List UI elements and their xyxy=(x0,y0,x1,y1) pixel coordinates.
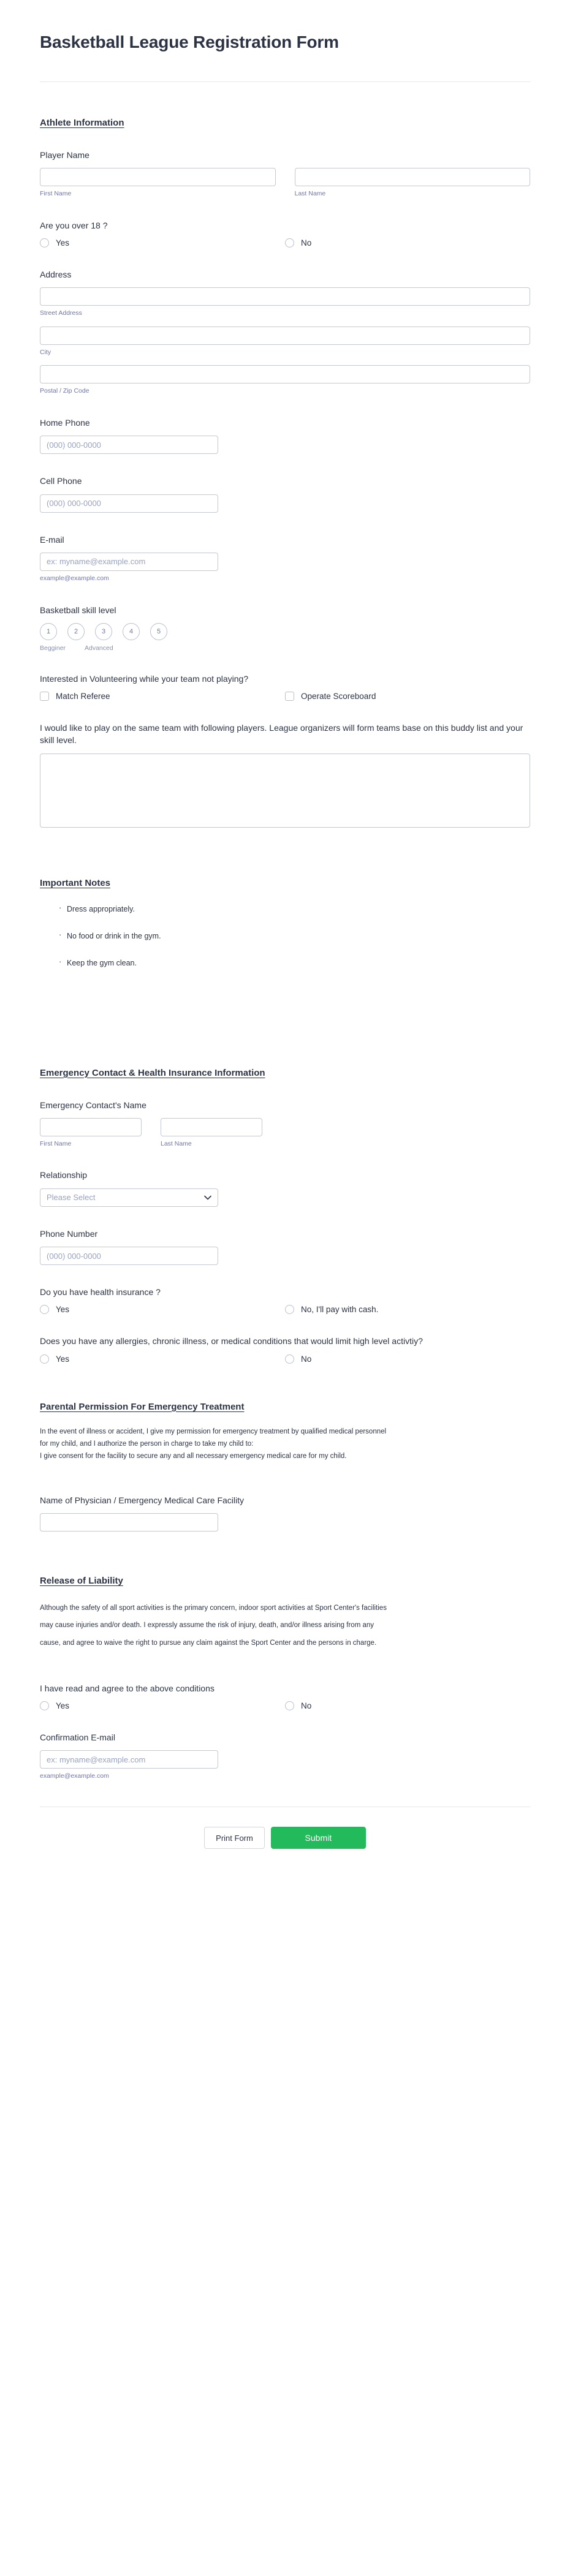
parental-text-line-1: In the event of illness or accident, I give my permission for emergency treatment by qualified medical personnel xyxy=(40,1427,387,1435)
confirmation-email-sublabel: example@example.com xyxy=(40,1772,109,1780)
radio-icon[interactable] xyxy=(285,1354,294,1364)
cell-phone-label: Cell Phone xyxy=(40,476,82,486)
section-heading-parental: Parental Permission For Emergency Treatment xyxy=(40,1401,245,1412)
emergency-contact-name-row xyxy=(40,1118,530,1149)
field-confirmation-email xyxy=(40,1710,530,1781)
section-release-of-liability xyxy=(40,1532,530,1652)
email-label: E-mail xyxy=(40,534,64,545)
field-emergency-contact-name xyxy=(40,1078,530,1149)
email-input[interactable] xyxy=(40,553,218,571)
allergies-option-yes[interactable] xyxy=(40,1354,285,1364)
home-phone-input[interactable] xyxy=(40,436,218,454)
section-heading-emergency: Emergency Contact & Health Insurance Information xyxy=(40,1067,265,1078)
submit-button[interactable]: Submit xyxy=(271,1827,366,1849)
list-item: · No food or drink in the gym. xyxy=(40,931,530,941)
section-parental-permission xyxy=(40,1364,530,1462)
parental-permission-text xyxy=(40,1426,530,1462)
skill-level-scale xyxy=(40,623,530,640)
field-over-18 xyxy=(40,198,530,247)
confirmation-email-input[interactable] xyxy=(40,1750,218,1769)
release-text-line-2: may cause injuries and/or death. I expressly assume the risk of injury, death, and/or illness arising from any xyxy=(40,1622,374,1630)
volunteering-label: Interested in Volunteering while your team not playing? xyxy=(40,673,249,684)
field-physician xyxy=(40,1462,530,1532)
checkbox-icon[interactable] xyxy=(40,692,49,701)
player-first-name-input[interactable] xyxy=(40,168,276,186)
player-name-label: Player Name xyxy=(40,149,89,160)
over-18-option-no-label: No xyxy=(301,238,312,247)
volunteering-option-referee-label: Match Referee xyxy=(56,692,110,701)
confirmation-email-label: Confirmation E-mail xyxy=(40,1732,115,1743)
section-athlete-information xyxy=(40,82,530,128)
list-item: · Dress appropriately. xyxy=(40,904,530,914)
field-skill-level xyxy=(40,583,530,652)
player-last-name-input[interactable] xyxy=(295,168,531,186)
footer-spacer xyxy=(40,1849,530,1860)
allergies-label: Does you have any allergies, chronic illness, or medical conditions that would limit high level activtiy? xyxy=(40,1336,423,1347)
skill-level-option-3[interactable]: 3 xyxy=(95,623,112,640)
health-insurance-options xyxy=(40,1305,530,1314)
skill-level-low-label: Begginer xyxy=(40,644,66,652)
emergency-last-name-input[interactable] xyxy=(161,1118,262,1136)
checkbox-icon[interactable] xyxy=(285,692,294,701)
over-18-options xyxy=(40,238,530,247)
radio-icon[interactable] xyxy=(40,1305,49,1314)
skill-level-label: Basketball skill level xyxy=(40,605,116,615)
agree-conditions-label: I have read and agree to the above conditions xyxy=(40,1683,215,1693)
field-health-insurance xyxy=(40,1265,530,1314)
over-18-option-yes[interactable] xyxy=(40,238,285,247)
health-insurance-option-yes[interactable] xyxy=(40,1305,285,1314)
field-emergency-phone xyxy=(40,1207,530,1265)
address-city-sublabel: City xyxy=(40,348,51,356)
volunteering-option-scoreboard-label: Operate Scoreboard xyxy=(301,692,376,701)
page-title: Basketball League Registration Form xyxy=(40,32,339,51)
radio-icon[interactable] xyxy=(40,1354,49,1364)
skill-level-option-1[interactable]: 1 xyxy=(40,623,57,640)
over-18-option-no[interactable] xyxy=(285,238,530,247)
allergies-option-no[interactable] xyxy=(285,1354,530,1364)
print-form-button[interactable]: Print Form xyxy=(204,1827,265,1849)
emergency-contact-name-label: Emergency Contact's Name xyxy=(40,1100,146,1110)
address-city-input[interactable] xyxy=(40,327,530,345)
health-insurance-option-no-label: No, I'll pay with cash. xyxy=(301,1305,379,1315)
emergency-last-name-group xyxy=(161,1118,262,1149)
player-name-row xyxy=(40,168,530,198)
cell-phone-input[interactable] xyxy=(40,494,218,513)
agree-conditions-option-no-label: No xyxy=(301,1701,312,1711)
form-header xyxy=(0,0,570,82)
field-relationship xyxy=(40,1148,530,1206)
address-street-input[interactable] xyxy=(40,287,530,306)
allergies-options xyxy=(40,1354,530,1364)
radio-icon[interactable] xyxy=(285,1305,294,1314)
home-phone-label: Home Phone xyxy=(40,418,90,428)
player-first-name-sublabel: First Name xyxy=(40,189,72,197)
skill-level-option-2[interactable]: 2 xyxy=(67,623,85,640)
section-emergency-contact xyxy=(40,986,530,1078)
physician-label: Name of Physician / Emergency Medical Care Facility xyxy=(40,1495,245,1506)
volunteering-option-referee[interactable] xyxy=(40,692,285,701)
field-player-name xyxy=(40,128,530,198)
emergency-first-name-sublabel: First Name xyxy=(40,1139,72,1147)
field-address xyxy=(40,247,530,396)
release-text-line-3: cause, and agree to waive the right to pursue any claim against the Sport Center and the persons in charge. xyxy=(40,1639,377,1647)
skill-level-high-label: Advanced xyxy=(85,644,113,652)
emergency-phone-input[interactable] xyxy=(40,1247,218,1265)
parental-text-line-2: for my child, and I authorize the person in charge to take my child to: xyxy=(40,1440,254,1448)
section-important-notes xyxy=(40,828,530,969)
radio-icon[interactable] xyxy=(285,1701,294,1710)
player-first-name-group xyxy=(40,168,276,198)
emergency-phone-label: Phone Number xyxy=(40,1228,98,1239)
relationship-label: Relationship xyxy=(40,1170,88,1180)
agree-conditions-option-no[interactable] xyxy=(285,1701,530,1710)
radio-icon[interactable] xyxy=(40,1701,49,1710)
address-zip-input[interactable] xyxy=(40,365,530,383)
release-of-liability-text xyxy=(40,1600,530,1652)
radio-icon[interactable] xyxy=(285,238,294,247)
over-18-option-yes-label: Yes xyxy=(56,238,70,247)
buddy-list-label: I would like to play on the same team with following players. League organizers will form teams base on this buddy list and your skill level. xyxy=(40,723,523,746)
allergies-option-no-label: No xyxy=(301,1354,312,1364)
section-heading-notes: Important Notes xyxy=(40,877,111,888)
footer-actions xyxy=(40,1807,530,1849)
relationship-select-wrap[interactable] xyxy=(40,1188,218,1207)
section-heading-release: Release of Liability xyxy=(40,1576,123,1587)
notes-list xyxy=(40,904,530,969)
buddy-list-textarea[interactable] xyxy=(40,754,530,828)
health-insurance-option-no[interactable] xyxy=(285,1305,530,1314)
emergency-last-name-sublabel: Last Name xyxy=(161,1139,192,1147)
skill-level-legend xyxy=(40,644,530,652)
emergency-first-name-input[interactable] xyxy=(40,1118,142,1136)
radio-icon[interactable] xyxy=(40,238,49,247)
field-home-phone xyxy=(40,396,530,454)
email-sublabel: example@example.com xyxy=(40,574,109,582)
address-label: Address xyxy=(40,269,72,279)
health-insurance-label: Do you have health insurance ? xyxy=(40,1287,161,1297)
field-buddy-list xyxy=(40,701,530,828)
skill-level-option-4[interactable]: 4 xyxy=(123,623,140,640)
release-text-line-1: Although the safety of all sport activities is the primary concern, indoor sport activities at Sport Center's facilities xyxy=(40,1604,387,1612)
player-last-name-sublabel: Last Name xyxy=(294,189,326,197)
volunteering-options xyxy=(40,692,530,701)
emergency-first-name-group xyxy=(40,1118,142,1149)
field-allergies xyxy=(40,1314,530,1363)
volunteering-option-scoreboard[interactable] xyxy=(285,692,530,701)
section-heading-athlete: Athlete Information xyxy=(40,117,124,128)
skill-level-option-5[interactable]: 5 xyxy=(150,623,167,640)
parental-text-line-3: I give consent for the facility to secure any and all necessary emergency medical care for my child. xyxy=(40,1452,347,1460)
list-item: · Keep the gym clean. xyxy=(40,958,530,968)
address-zip-sublabel: Postal / Zip Code xyxy=(40,387,89,395)
allergies-option-yes-label: Yes xyxy=(56,1354,70,1364)
field-agree-conditions xyxy=(40,1652,530,1710)
field-cell-phone xyxy=(40,454,530,512)
agree-conditions-options xyxy=(40,1701,530,1710)
relationship-select[interactable] xyxy=(40,1188,218,1207)
health-insurance-option-yes-label: Yes xyxy=(56,1305,70,1315)
form-body xyxy=(0,82,570,1860)
agree-conditions-option-yes-label: Yes xyxy=(56,1701,70,1711)
over-18-label: Are you over 18 ? xyxy=(40,220,108,230)
field-volunteering xyxy=(40,652,530,701)
physician-input[interactable] xyxy=(40,1513,218,1532)
field-email xyxy=(40,513,530,583)
agree-conditions-option-yes[interactable] xyxy=(40,1701,285,1710)
player-last-name-group xyxy=(295,168,531,198)
address-street-sublabel: Street Address xyxy=(40,309,82,317)
